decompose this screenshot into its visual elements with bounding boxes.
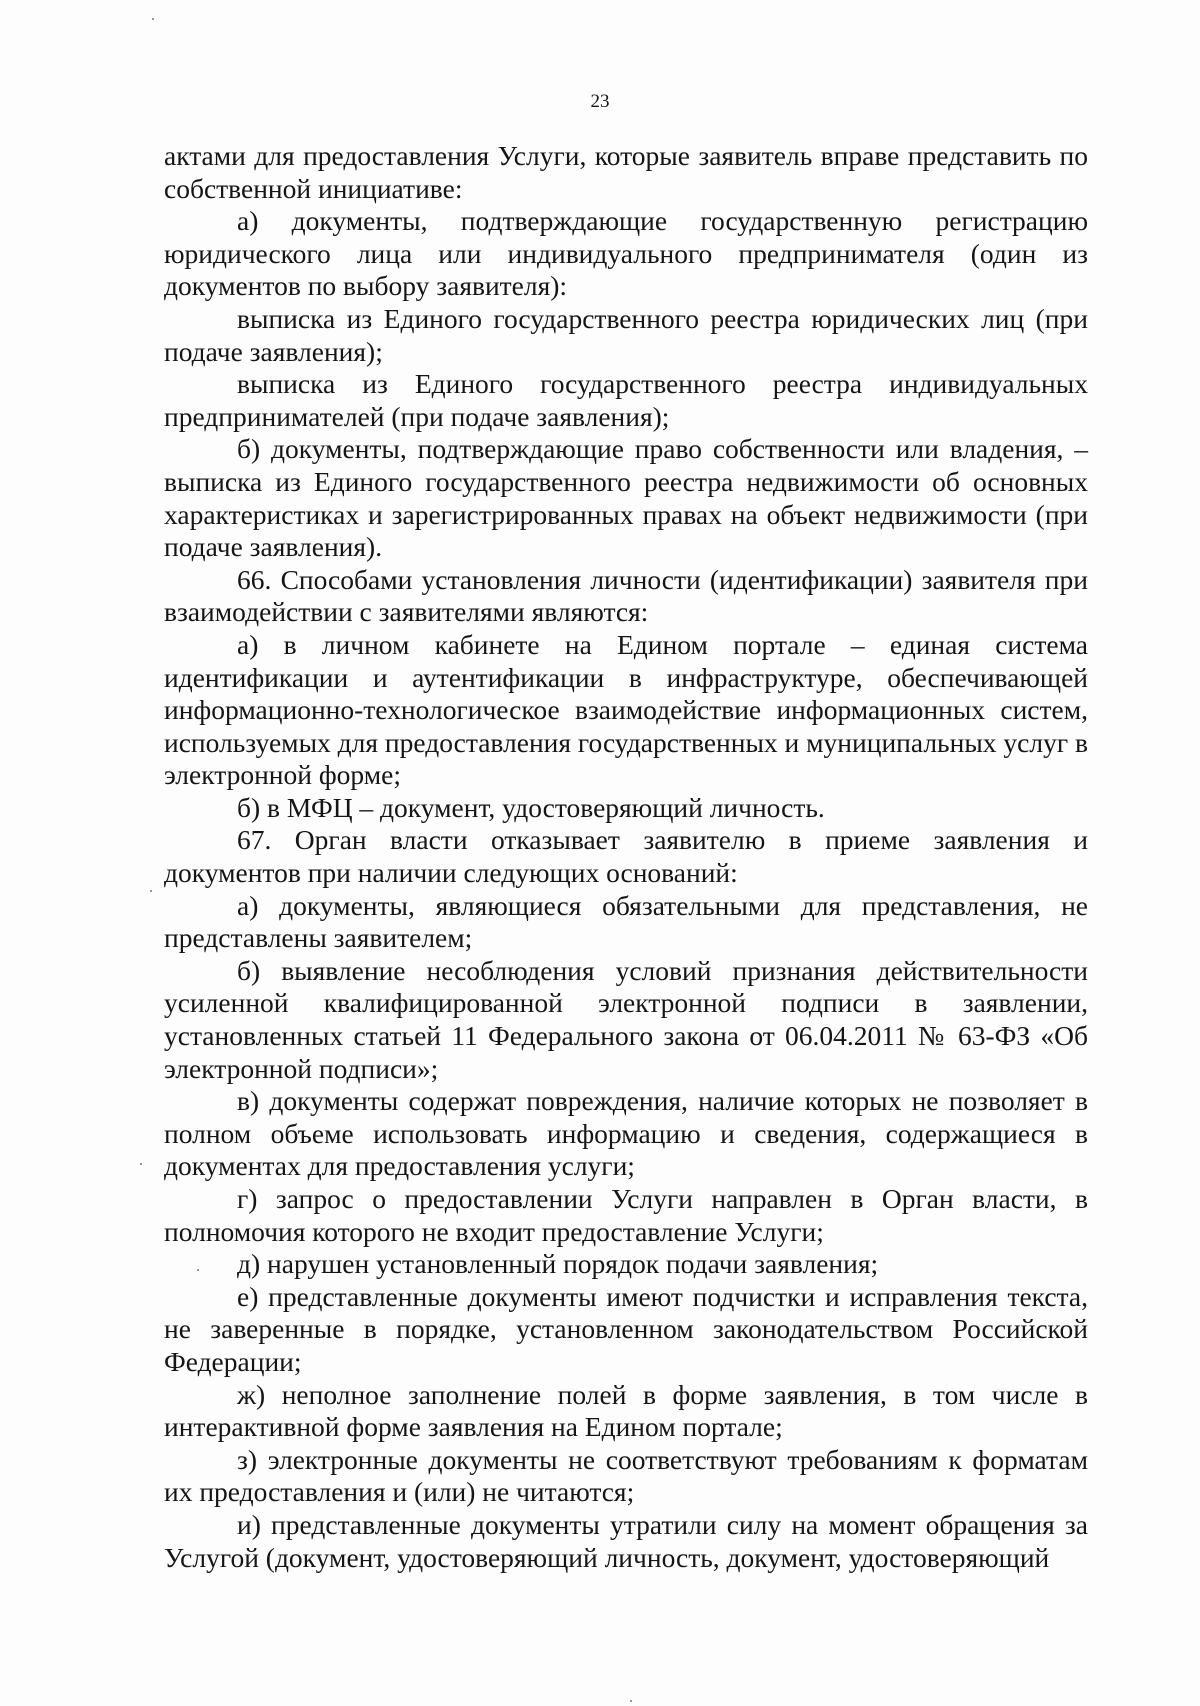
paragraph-extract-legal-entities: выписка из Единого государственного реестра юридических лиц (при подаче заявления); bbox=[164, 302, 1088, 367]
page-number: 23 bbox=[590, 91, 610, 112]
paragraph-clause-66-item-a: а) в личном кабинете на Едином портале – единая система идентификации и аутентификации в инфраструктуре, обеспечивающей информационно-технологическое взаимодействие информационных систем, используемых для предоставления государственных и муниципальных услуг в электронной форме; bbox=[164, 628, 1088, 791]
paragraph-clause-67-item-d: д) нарушен установленный порядок подачи заявления; bbox=[237, 1248, 879, 1280]
paragraph-clause-66-item-b: б) в МФЦ – документ, удостоверяющий личность. bbox=[237, 791, 825, 823]
paragraph-item-b-ownership-docs: б) документы, подтверждающие право собственности или владения, – выписка из Единого государственного реестра недвижимости об основных характеристиках и зарегистрированных правах на объект недвижимости (при подаче заявления). bbox=[164, 433, 1088, 563]
paragraph-clause-67-item-e: е) представленные документы имеют подчистки и исправления текста, не заверенные в порядке, установленном законодательством Российской Федерации; bbox=[164, 1280, 1088, 1377]
paragraph-clause-67-item-b: б) выявление несоблюдения условий признания действительности усиленной квалифицированной электронной подписи в заявлении, установленных статьей 11 Федерального закона от 06.04.2011 № 63-ФЗ «Об электронной подписи»; bbox=[164, 954, 1088, 1084]
paragraph-clause-67-item-a: а) документы, являющиеся обязательными для представления, не представлены заявителем; bbox=[164, 889, 1088, 954]
scan-speck bbox=[150, 890, 152, 892]
paragraph-clause-67-item-v: в) документы содержат повреждения, наличие которых не позволяет в полном объеме использовать информацию и сведения, содержащиеся в документах для предоставления услуги; bbox=[164, 1085, 1088, 1182]
paragraph-item-a-registration-docs: а) документы, подтверждающие государственную регистрацию юридического лица или индивидуального предпринимателя (один из документов по выбору заявителя): bbox=[164, 205, 1088, 302]
scan-speck bbox=[197, 1269, 199, 1271]
paragraph-continuation: актами для предоставления Услуги, которые заявитель вправе представить по собственной инициативе: bbox=[164, 140, 1088, 204]
document-body bbox=[164, 140, 1088, 1574]
paragraph-clause-67: 67. Орган власти отказывает заявителю в приеме заявления и документов при наличии следующих оснований: bbox=[164, 824, 1088, 889]
paragraph-clause-67-item-i: и) представленные документы утратили силу на момент обращения за Услугой (документ, удостоверяющий личность, документ, удостоверяющий bbox=[164, 1508, 1088, 1573]
paragraph-clause-66: 66. Способами установления личности (идентификации) заявителя при взаимодействии с заявителями являются: bbox=[164, 563, 1088, 628]
paragraph-extract-entrepreneurs: выписка из Единого государственного реестра индивидуальных предпринимателей (при подаче заявления); bbox=[164, 368, 1088, 432]
paragraph-clause-67-item-z: з) электронные документы не соответствуют требованиям к форматам их предоставления и (или) не читаются; bbox=[164, 1443, 1088, 1508]
scan-speck bbox=[140, 1163, 142, 1165]
scan-speck bbox=[152, 18, 154, 20]
paragraph-clause-67-item-zh: ж) неполное заполнение полей в форме заявления, в том числе в интерактивной форме заявления на Едином портале; bbox=[164, 1378, 1088, 1443]
paragraph-clause-67-item-g: г) запрос о предоставлении Услуги направлен в Орган власти, в полномочия которого не входит предоставление Услуги; bbox=[164, 1183, 1088, 1247]
scan-speck bbox=[630, 1700, 632, 1702]
